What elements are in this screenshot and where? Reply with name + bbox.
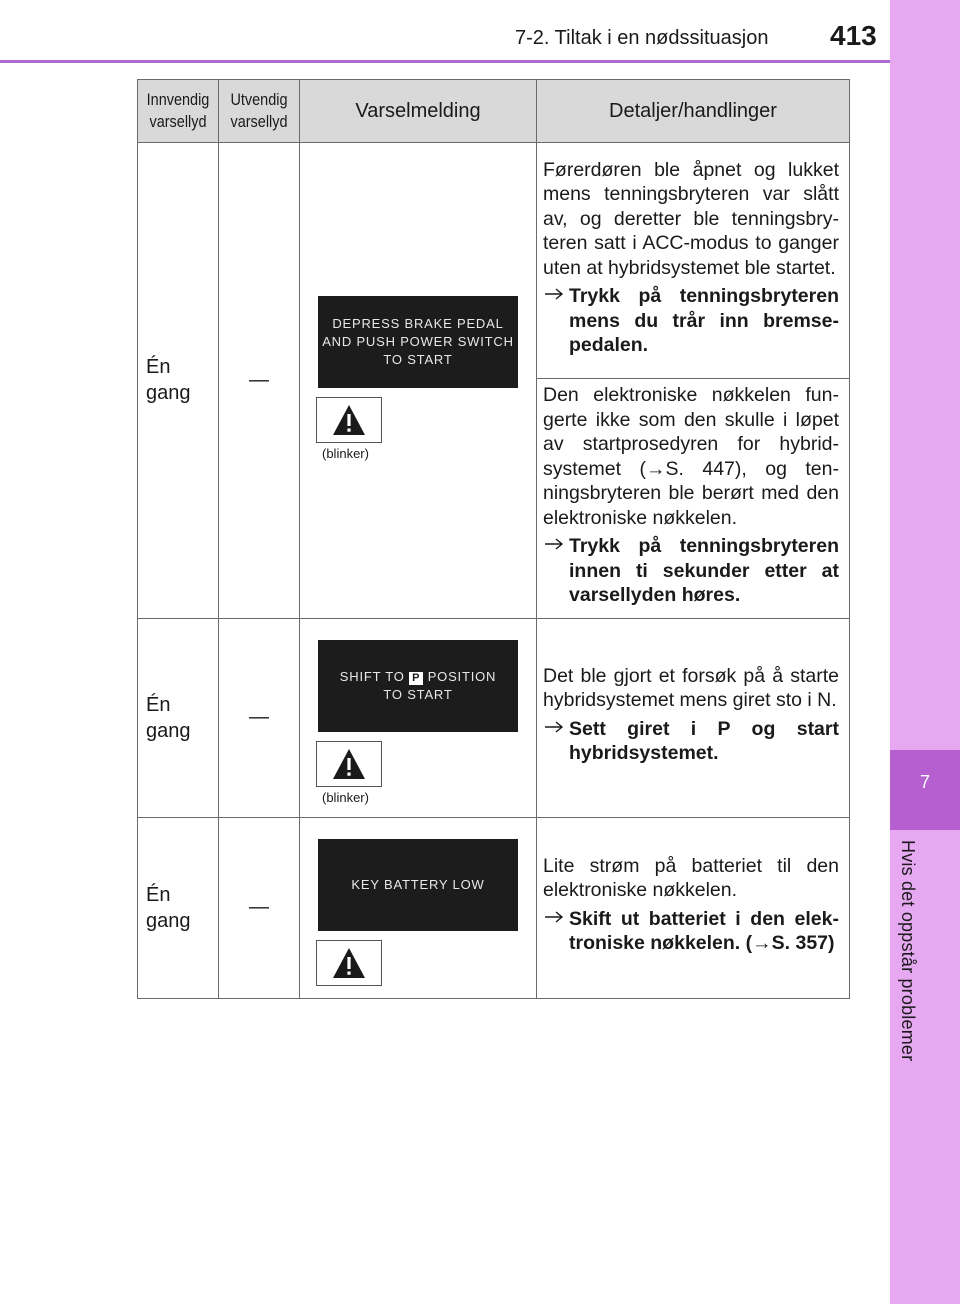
screen-line: DEPRESS BRAKE PEDAL [332, 316, 504, 331]
detail-description: Førerdøren ble åpnet og lukket mens tenningsbryteren var slått av, og deretter ble tenningsbryteren satt i ACC-modus to ganger uten at hybridsystemet ble startet. [543, 158, 839, 279]
table-header-row [138, 80, 850, 143]
external-sound-cell: — [219, 618, 300, 817]
detail-action: Sett giret i P og start hybridsystemet. [543, 717, 839, 766]
details-cell [537, 618, 850, 817]
header-details: Detaljer/handlinger [537, 80, 850, 143]
screen-line: TO START [383, 352, 453, 367]
arrow-right-icon [543, 907, 569, 956]
arrow-right-icon [543, 717, 569, 766]
detail-description: Lite strøm på batteriet til den elektroniske nøkkelen. [543, 854, 839, 901]
internal-sound-cell: Én gang [138, 817, 219, 998]
chapter-side-tab [890, 0, 960, 1304]
detail-action: Trykk på tenningsbryteren mens du trår inn bremsepedalen. [543, 284, 839, 358]
details-cell [537, 817, 850, 998]
section-title: 7-2. Tiltak i en nødssituasjon [515, 27, 769, 49]
chapter-label: Hvis det oppstår problemer [898, 840, 918, 1062]
header-message: Varselmelding [300, 80, 537, 143]
park-position-icon: P [409, 672, 423, 685]
screen-line: AND PUSH POWER SWITCH [322, 334, 514, 349]
screen-line: TO START [383, 686, 453, 702]
details-cell [537, 379, 850, 619]
message-display-cell [300, 143, 537, 619]
arrow-right-icon [543, 534, 569, 608]
display-screen [318, 839, 518, 931]
external-sound-cell: — [219, 817, 300, 998]
warning-triangle-icon [316, 940, 382, 986]
page-number: 413 [830, 20, 877, 51]
display-screen [318, 296, 518, 388]
chapter-number: 7 [919, 772, 930, 792]
table-row [138, 143, 850, 379]
screen-line: KEY BATTERY LOW [351, 876, 485, 892]
header-external-sound: Utvendig varsellyd [219, 80, 300, 143]
header-divider [0, 60, 890, 63]
external-sound-cell: — [219, 143, 300, 619]
message-display-cell [300, 817, 537, 998]
arrow-right-icon [543, 284, 569, 358]
detail-action: Trykk på tenningsbryteren innen ti sekunder etter at varsellyden høres. [543, 534, 839, 608]
warning-triangle-icon [316, 741, 382, 787]
internal-sound-cell: Én gang [138, 618, 219, 817]
detail-description: Det ble gjort et forsøk på å starte hybridsystemet mens giret sto i N. [543, 664, 839, 711]
blinker-label: (blinker) [322, 446, 369, 461]
header-internal-sound: Innvendig varsellyd [138, 80, 219, 143]
detail-action: Skift ut batteriet i den elektroniske nøkkelen. (→S. 357) [543, 907, 839, 956]
internal-sound-cell: Én gang [138, 143, 219, 619]
details-cell [537, 143, 850, 379]
message-display-cell [300, 618, 537, 817]
blinker-label: (blinker) [322, 789, 369, 805]
display-screen [318, 640, 518, 732]
table-row [138, 817, 850, 998]
warning-triangle-icon [316, 397, 382, 443]
warning-message-table [137, 79, 850, 999]
screen-line: SHIFT TO P POSITION [339, 668, 497, 684]
table-row [138, 618, 850, 817]
detail-description: Den elektroniske nøkkelen fungerte ikke som den skulle i løpet av startprosedyren for hybridsystemet (→S. 447), og tenningsbryteren ble berørt med den elektroniske nøkkelen. [543, 384, 839, 529]
